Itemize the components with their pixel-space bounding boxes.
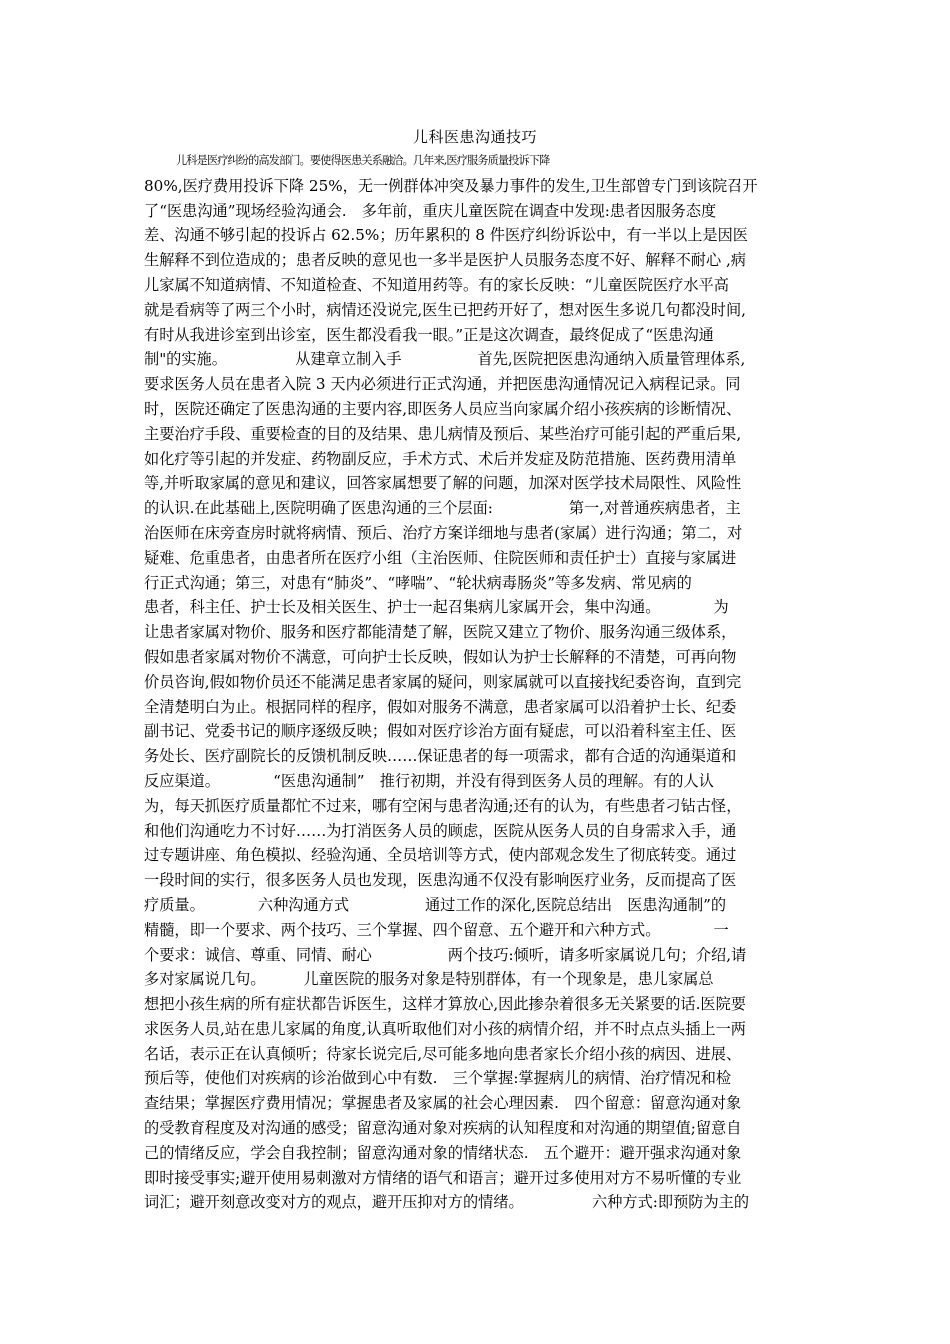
text-line: 过专题讲座、角色模拟、经验沟通、全员培训等方式，使内部观念发生了彻底转变。通过 xyxy=(144,846,737,865)
text-line: 务处长、医疗副院长的反馈机制反映……保证患者的每一项需求，都有合适的沟通渠道和 xyxy=(144,747,737,766)
text-line: 假如患者家属对物价不满意，可向护士长反映，假如认为护士长解释的不清楚，可再向物 xyxy=(144,647,737,666)
text-line: 儿科是医疗纠纷的高发部门。要使得医患关系融洽。几年来,医疗服务质量投诉下降 xyxy=(176,154,550,167)
text-line: 己的情绪反应，学会自我控制；留意沟通对象的情绪状态. 五个避开：避开强求沟通对象 xyxy=(144,1143,742,1162)
document-body xyxy=(144,149,812,1215)
text-line: 求医务人员,站在患儿家属的角度,认真听取他们对小孩的病情介绍，并不时点点头插上一两 xyxy=(144,1019,746,1038)
text-line: 制"的实施。 从建章立制入手 首先,医院把医患沟通纳入质量管理体系, xyxy=(144,350,746,369)
text-line: 疗质量。 六种沟通方式 通过工作的深化,医院总结出 医患沟通制”的 xyxy=(144,895,727,914)
text-line: 的受教育程度及对沟通的感受；留意沟通对象对疾病的认知程度和对沟通的期望值;留意自 xyxy=(144,1119,742,1138)
text-line: 80%,医疗费用投诉下降 25%，无一例群体冲突及暴力事件的发生,卫生部曾专门到该院召开 xyxy=(144,176,758,195)
text-line: 差、沟通不够引起的投诉占 62.5%；历年累积的 8 件医疗纠纷诉讼中，有一半以上是因医 xyxy=(144,226,748,245)
text-line: 个要求：诚信、尊重、同情、耐心 两个技巧:倾听，请多听家属说几句；介绍,请 xyxy=(144,945,747,964)
text-line: 等,并听取家属的意见和建议，回答家属想要了解的问题，加深对医学技术局限性、风险性 xyxy=(144,474,742,493)
text-line: 有时从我进诊室到出诊室，医生都没看我一眼。”正是这次调查，最终促成了“医患沟通 xyxy=(144,325,714,344)
text-line: 预后等，使他们对疾病的诊治做到心中有数. 三个掌握:掌握病儿的病情、治疗情况和检 xyxy=(144,1069,732,1088)
text-line: 词汇；避开刻意改变对方的观点，避开压抑对方的情绪。 六种方式:即预防为主的 xyxy=(144,1193,750,1212)
text-line: 治医师在床旁查房时就将病情、预后、治疗方案详细地与患者(家属）进行沟通；第二，对 xyxy=(144,523,743,542)
text-line: 想把小孩生病的所有症状都告诉医生，这样才算放心,因此掺杂着很多无关紧要的话.医院要 xyxy=(144,995,746,1014)
text-line: 主要治疗手段、重要检查的目的及结果、患儿病情及预后、某些治疗可能引起的严重后果, xyxy=(144,424,742,443)
text-line: 了“医患沟通”现场经验沟通会. 多年前，重庆儿童医院在调查中发现:患者因服务态度 xyxy=(144,201,717,220)
text-line: 疑难、危重患者，由患者所在医疗小组（主治医师、住院医师和责任护士）直接与家属进 xyxy=(144,548,737,567)
text-line: 为，每天抓医疗质量都忙不过来，哪有空闲与患者沟通;还有的认为，有些患者刁钻古怪， xyxy=(144,796,742,815)
text-line: 生解释不到位造成的；患者反映的意见也一多半是医护人员服务态度不好、解释不耐心 ,病 xyxy=(144,251,746,270)
text-line: 行正式沟通；第三，对患有“肺炎”、“哮喘”、“轮状病毒肠炎”等多发病、常见病的 xyxy=(144,573,692,592)
text-line: 一段时间的实行，很多医务人员也发现，医患沟通不仅没有影响医疗业务，反而提高了医 xyxy=(144,871,737,890)
text-line: 反应渠道。 “医患沟通制” 推行初期，并没有得到医务人员的理解。有的人认 xyxy=(144,771,714,790)
text-line: 和他们沟通吃力不讨好……为打消医务人员的顾虑，医院从医务人员的自身需求入手，通 xyxy=(144,821,737,840)
text-line: 副书记、党委书记的顺序逐级反映；假如对医疗诊治方面有疑虑，可以沿着科室主任、医 xyxy=(144,722,737,741)
text-line: 多对家属说几句。 儿童医院的服务对象是特别群体，有一个现象是，患儿家属总 xyxy=(144,970,714,989)
text-line: 全清楚明白为止。根据同样的程序，假如对服务不满意，患者家属可以沿着护士长、纪委 xyxy=(144,697,737,716)
text-line: 时，医院还确定了医患沟通的主要内容,即医务人员应当向家属介绍小孩疾病的诊断情况、 xyxy=(144,399,742,418)
text-line: 儿家属不知道病情、不知道检查、不知道用药等。有的家长反映：“儿童医院医疗水平高 xyxy=(144,275,729,294)
text-line: 名话，表示正在认真倾听；待家长说完后,尽可能多地向患者家长介绍小孩的病因、进展、 xyxy=(144,1044,742,1063)
text-line: 患者，科主任、护士长及相关医生、护士一起召集病儿家属开会，集中沟通。 为 xyxy=(144,598,729,617)
text-line: 精髓，即一个要求、两个技巧、三个掌握、四个留意、五个避开和六种方式。 一 xyxy=(144,920,729,939)
document-title: 儿科医患沟通技巧 xyxy=(412,128,537,146)
text-line: 让患者家属对物价、服务和医疗都能清楚了解，医院又建立了物价、服务沟通三级体系， xyxy=(144,623,737,642)
text-line: 查结果；掌握医疗费用情况；掌握患者及家属的社会心理因素. 四个留意：留意沟通对象 xyxy=(144,1094,742,1113)
text-line: 的认识.在此基础上,医院明确了医患沟通的三个层面: 第一,对普通疾病患者，主 xyxy=(144,499,741,518)
text-line: 就是看病等了两三个小时，病情还没说完,医生已把药开好了，想对医生多说几句都没时间, xyxy=(144,300,746,319)
text-line: 如化疗等引起的并发症、药物副反应，手术方式、术后并发症及防范措施、医药费用清单 xyxy=(144,449,737,468)
text-line: 即时接受事实;避开使用易刺激对方情绪的语气和语言；避开过多使用对方不易听懂的专业 xyxy=(144,1168,742,1187)
text-line: 价员咨询,假如物价员还不能满足患者家属的疑问，则家属就可以直接找纪委咨询，直到完 xyxy=(144,672,742,691)
text-line: 要求医务人员在患者入院 3 天内必须进行正式沟通，并把医患沟通情况记入病程记录。同 xyxy=(144,375,741,394)
